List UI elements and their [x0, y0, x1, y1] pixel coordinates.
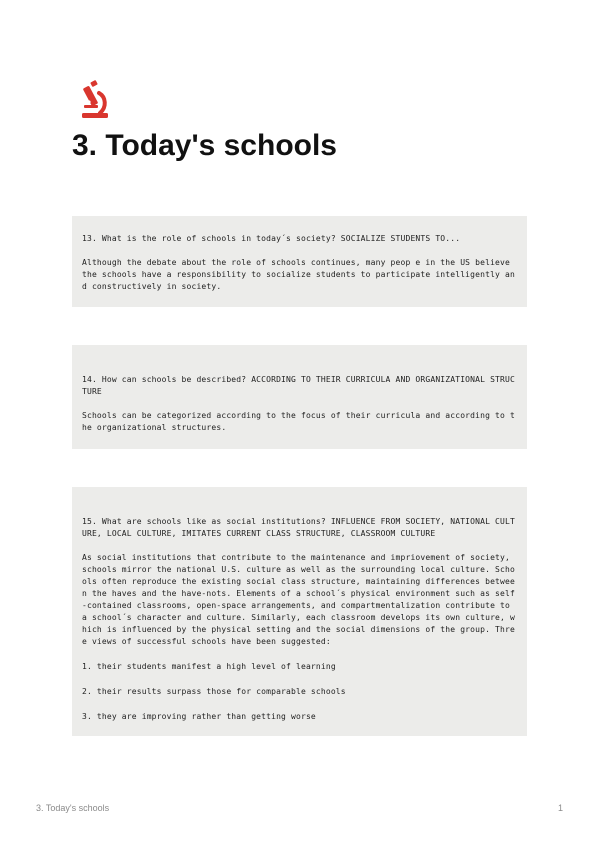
- flashcard-14: [72, 345, 527, 449]
- list-item: 1. their students manifest a high level of learning: [82, 662, 336, 671]
- page-title: 3. Today's schools: [72, 129, 337, 162]
- list-item: 2. their results surpass those for comparable schools: [82, 687, 346, 696]
- list-item: 3. they are improving rather than getting worse: [82, 712, 316, 721]
- page-number: 1: [557, 803, 563, 813]
- card-answer: Schools can be categorized according to the focus of their curricula and according to the organizational structures.: [82, 411, 515, 432]
- card-question: 14. How can schools be described? ACCORDING TO THEIR CURRICULA AND ORGANIZATIONAL STRUCTURE: [82, 375, 515, 396]
- flashcard-15: [72, 487, 527, 736]
- footer-title: 3. Today's schools: [36, 803, 110, 813]
- flashcard-13: [72, 216, 527, 307]
- card-question: 13. What is the role of schools in today´s society? SOCIALIZE STUDENTS TO...: [82, 234, 461, 243]
- card-answer: Although the debate about the role of schools continues, many peop e in the US believe the schools have a responsibility to socialize students to participate intelligently and constructively in society.: [82, 258, 515, 291]
- card-question: 15. What are schools like as social institutions? INFLUENCE FROM SOCIETY, NATIONAL CULTURE, LOCAL CULTURE, IMITATES CURRENT CLASS STRUCTURE, CLASSROOM CULTURE: [82, 517, 515, 538]
- microscope-icon: [80, 80, 110, 120]
- card-answer: As social institutions that contribute to the maintenance and impriovement of society, schools mirror the national U.S. culture as well as the surrounding local culture. Schools often reproduce the existing social class structure, maintaining differences between the haves and the have-nots. Elements of a school´s physical environment such as self-contained classrooms, open-space arrangements, and compartmentalization contribute to a school´s character and culture. Similarly, each classroom develops its own culture, which is influenced by the physical setting and the social dimensions of the group. Three views of successful schools have been suggested:: [82, 553, 515, 646]
